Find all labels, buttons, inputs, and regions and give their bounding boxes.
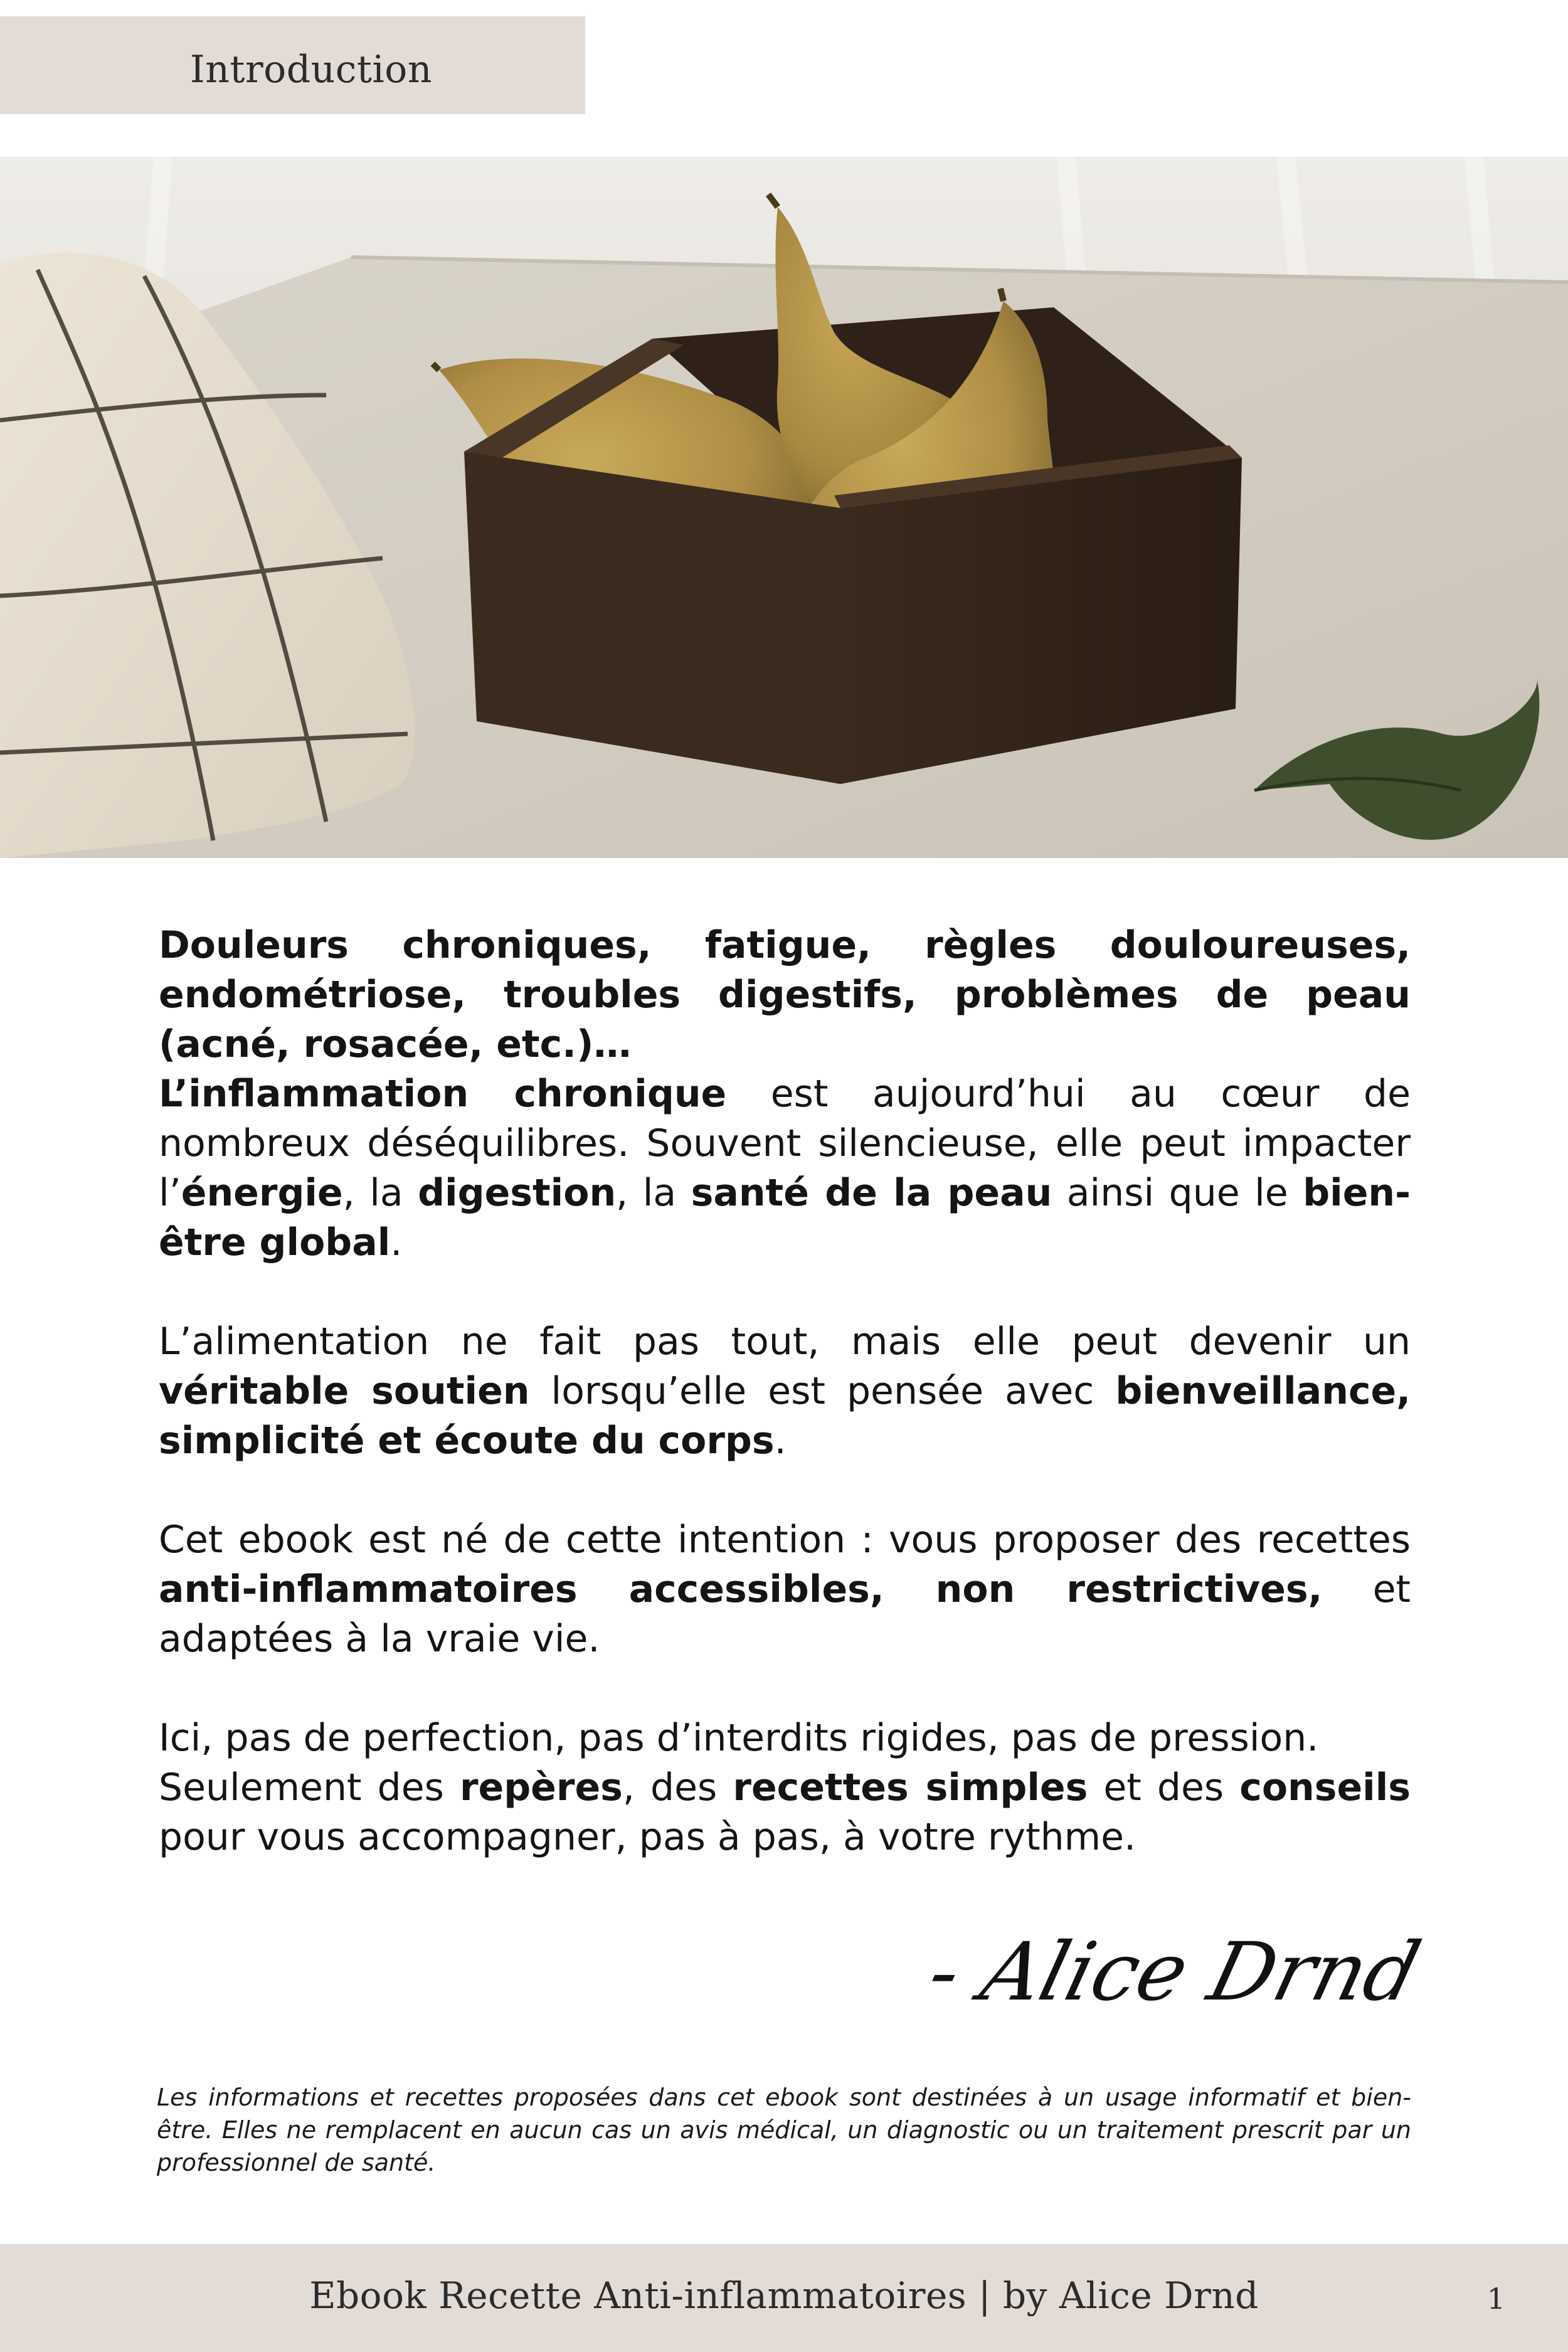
intro-paragraph-3: Cet ebook est né de cette intention : vous proposer des recettes anti-inflammatoires accessibles, non restrictives, et adaptées à la vraie vie. [159,1518,1411,1661]
medical-disclaimer: Les informations et recettes proposées dans cet ebook sont destinées à un usage informatif et bien-être. Elles ne remplacent en aucun cas un avis médical, un diagnostic ou un traitement prescrit par un professionnel de santé. [157,2084,1411,2176]
intro-paragraph-1: Douleurs chroniques, fatigue, règles douloureuses, endométriose, troubles digestifs, problèmes de peau (acné, rosacée, etc.)… L’inflammation chronique est aujourd’hui au cœur de nombreux déséquilibres. Souvent silencieuse, elle peut impacter l’énergie, la digestion, la santé de la peau ainsi que le bien-être global. [159,923,1411,1264]
intro-body [159,921,1411,1862]
hero-photo [0,157,1568,858]
page-footer [0,2244,1568,2352]
section-title: Introduction [190,48,432,92]
section-header-tab [0,16,585,114]
page-number: 1 [1486,2282,1505,2316]
symptoms-lead: Douleurs chroniques, fatigue, règles douloureuses, endométriose, troubles digestifs, problèmes de peau (acné, rosacée, etc.)… [159,923,1411,1066]
intro-paragraph-2: L’alimentation ne fait pas tout, mais elle peut devenir un véritable soutien lorsqu’elle est pensée avec bienveillance, simplicité et écoute du corps. [159,1320,1411,1463]
author-signature [919,1919,1429,2045]
footer-title: Ebook Recette Anti-inflammatoires | by Alice Drnd [309,2274,1259,2317]
chronic-inflammation-term: L’inflammation chronique [159,1072,727,1116]
signature-text: - Alice Drnd [919,1926,1429,2019]
intro-paragraph-4: Ici, pas de perfection, pas d’interdits rigides, pas de pression. Seulement des repères, des recettes simples et des conseils pour vous accompagner, pas à pas, à votre rythme. [159,1716,1411,1859]
